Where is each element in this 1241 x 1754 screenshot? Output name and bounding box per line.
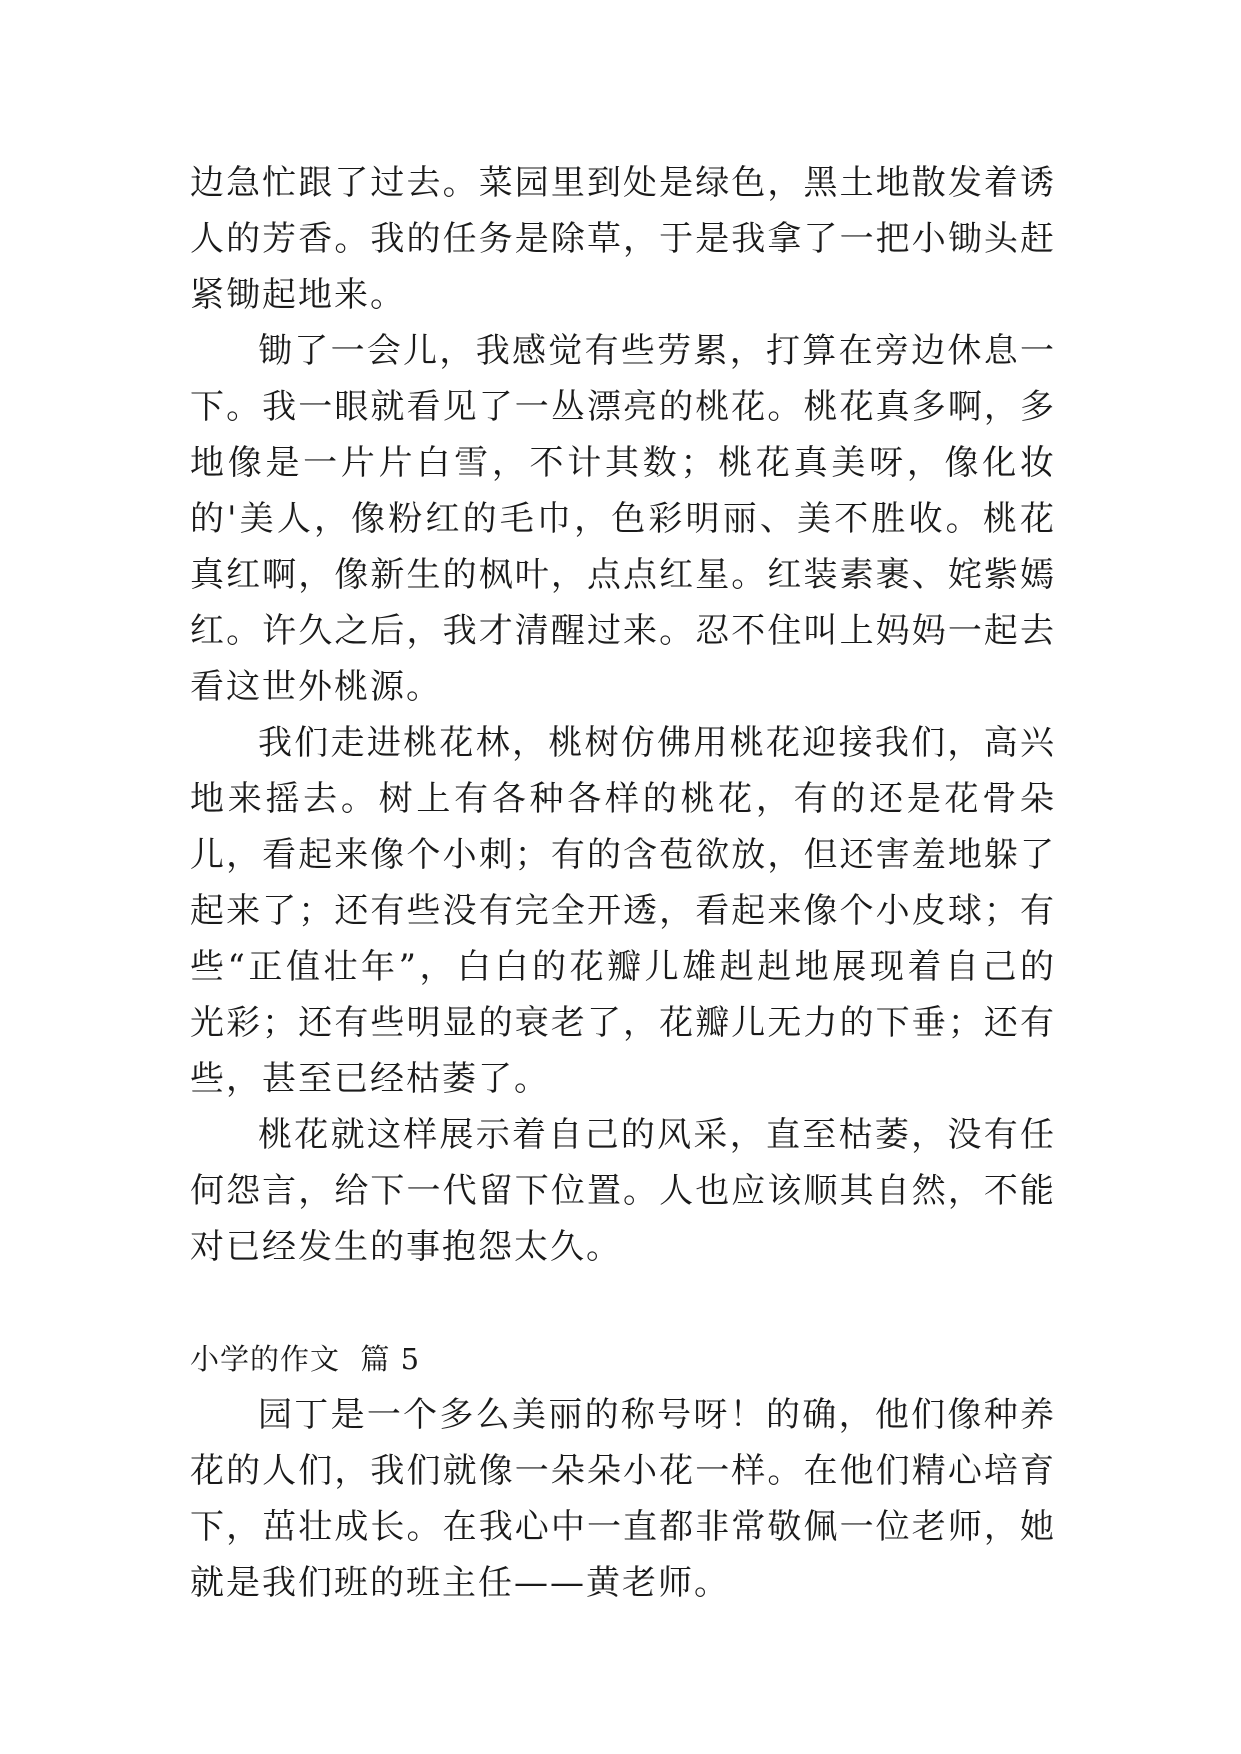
paragraph-5: 园丁是一个多么美丽的称号呀！的确，他们像种养花的人们，我们就像一朵朵小花一样。在他们精心培育下，茁壮成长。在我心中一直都非常敬佩一位老师，她就是我们班的班主任——黄老师。	[190, 1395, 1056, 1603]
paragraph-3: 我们走进桃花林，桃树仿佛用桃花迎接我们，高兴地来摇去。树上有各种各样的桃花，有的还是花骨朵儿，看起来像个小刺；有的含苞欲放，但还害羞地躲了起来了；还有些没有完全开透，看起来像个小皮球；有些“正值壮年”，白白的花瓣儿雄赳赳地展现着自己的光彩；还有些明显的衰老了，花瓣儿无力的下垂；还有些，甚至已经枯萎了。	[190, 723, 1056, 1099]
document-body	[190, 155, 1056, 1611]
paragraph-4: 桃花就这样展示着自己的风采，直至枯萎，没有任何怨言，给下一代留下位置。人也应该顺其自然，不能对已经发生的事抱怨太久。	[190, 1115, 1056, 1267]
section-title: 小学的作文 篇 5	[190, 1342, 421, 1376]
paragraph-2: 锄了一会儿，我感觉有些劳累，打算在旁边休息一下。我一眼就看见了一丛漂亮的桃花。桃花真多啊，多地像是一片片白雪，不计其数；桃花真美呀，像化妆的'美人，像粉红的毛巾，色彩明丽、美不胜收。桃花真红啊，像新生的枫叶，点点红星。红装素裹、姹紫嫣红。许久之后，我才清醒过来。忍不住叫上妈妈一起去看这世外桃源。	[190, 331, 1056, 707]
paragraph-1: 边急忙跟了过去。菜园里到处是绿色，黑土地散发着诱人的芳香。我的任务是除草，于是我拿了一把小锄头赶紧锄起地来。	[190, 163, 1056, 315]
